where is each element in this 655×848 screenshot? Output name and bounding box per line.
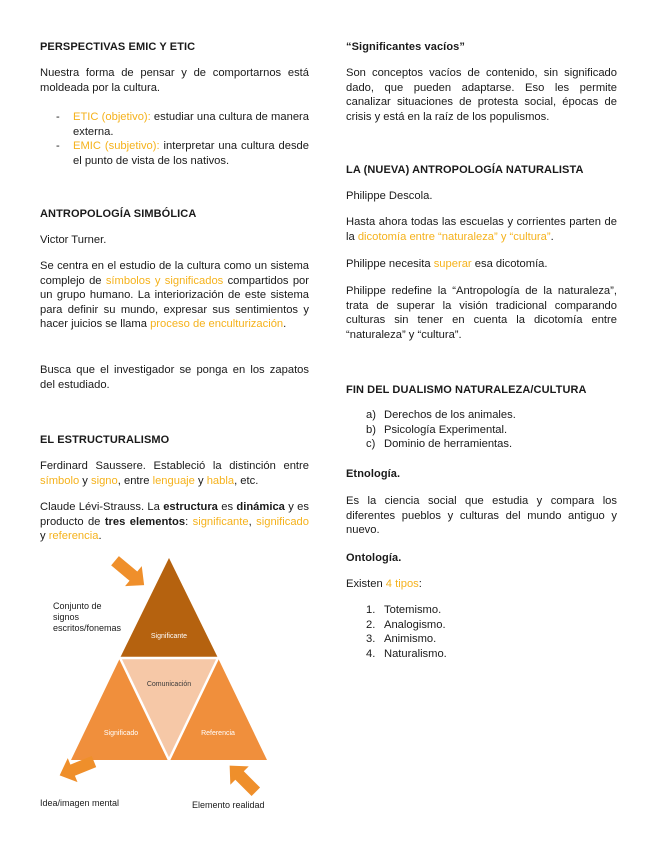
list-item-etic: - ETIC (objetivo): estudiar una cultura de manera externa. [40,110,309,139]
label-elemento-realidad: Elemento realidad [192,800,265,810]
heading-ontologia: Ontología. [346,552,402,564]
label-conjunto-signos: Conjunto de signos escritos/fonemas [53,601,122,633]
emic-intro: Nuestra forma de pensar y de comportarnos está moldeada por la cultura. [40,67,309,94]
list-item: b) Psicología Experimental. [366,423,508,436]
list-item: 2. Analogismo. [366,618,446,631]
simbolica-paragraph-2: Busca que el investigador se ponga en los zapatos del estudiado. [40,364,309,391]
etnologia-paragraph: Es la ciencia social que estudia y compara los diferentes pueblos y culturas del mundo antiguo y nuevo. [346,495,617,536]
ontologia-intro: Existen 4 tipos: [346,578,422,590]
heading-significantes-vacios: “Significantes vacíos” [346,41,465,53]
heading-emic-etic: PERSPECTIVAS EMIC Y ETIC [40,41,196,53]
list-item: a) Derechos de los animales. [366,409,516,421]
triangle-svg [0,550,320,830]
list-item: c) Dominio de herramientas. [366,438,513,450]
list-item: 3. Animismo. [366,633,437,645]
simbolica-author: Victor Turner. [40,234,107,246]
heading-antropologia-naturalista: LA (NUEVA) ANTROPOLOGÍA NATURALISTA [346,164,584,176]
triangle-text-left: Significado [103,730,139,737]
heading-fin-dualismo: FIN DEL DUALISMO NATURALEZA/CULTURA [346,384,587,396]
list-item: 1. Totemismo. [366,604,442,616]
triangle-text-right: Referencia [201,730,235,737]
ontologia-list [346,603,617,661]
estructuralismo-paragraph: Ferdinard Saussere. Estableció la distinción entre símbolo y signo, entre lenguaje y habla, etc. [40,460,309,487]
arrow-icon-top-left [107,551,153,595]
emic-etic-list [40,110,309,168]
semiotic-triangle-diagram [0,550,320,830]
naturalista-paragraph-3: Philippe redefine la “Antropología de la naturaleza”, trata de superar la visión tradicional comparando culturas sin tener en cuenta la dicotomía entre “naturaleza” y “cultura”. [346,285,617,341]
list-item: 4. Naturalismo. [366,647,447,660]
heading-etnologia: Etnología. [346,468,401,480]
dualismo-list [346,408,617,452]
heading-antropologia-simbolica: ANTROPOLOGÍA SIMBÓLICA [40,208,197,220]
heading-estructuralismo: EL ESTRUCTURALISMO [40,434,170,446]
naturalista-author: Philippe Descola. [346,190,433,202]
simbolica-paragraph: Se centra en el estudio de la cultura como un sistema complejo de símbolos y significados compartidos por un grupo humano. La interiorización de este sistema para definir su mundo, expresar sus sentimientos y hacer juicios se llama proceso de enculturización. [40,260,309,330]
naturalista-paragraph-1: Hasta ahora todas las escuelas y corrientes parten de la dicotomía entre “naturaleza” y “cultura”. [346,216,617,243]
estructuralismo-paragraph-2: Claude Lévi-Strauss. La estructura es dinámica y es producto de tres elementos: significante, significado y referencia. [40,501,310,542]
vacios-paragraph: Son conceptos vacíos de contenido, sin significado dado, que pueden adaptarse. Eso les permite canalizar situaciones de protesta social, épocas de crisis y está en la raíz de los populismos. [346,67,617,123]
triangle-text-center: Comunicación [146,681,192,688]
label-idea-imagen: Idea/imagen mental [40,798,120,808]
arrow-icon-bottom-right [220,756,265,801]
list-item-emic: - EMIC (subjetivo): interpretar una cultura desde el punto de vista de los nativos. [40,139,309,168]
triangle-text-top: Significante [150,633,188,640]
naturalista-paragraph-2: Philippe necesita superar esa dicotomía. [346,258,548,270]
